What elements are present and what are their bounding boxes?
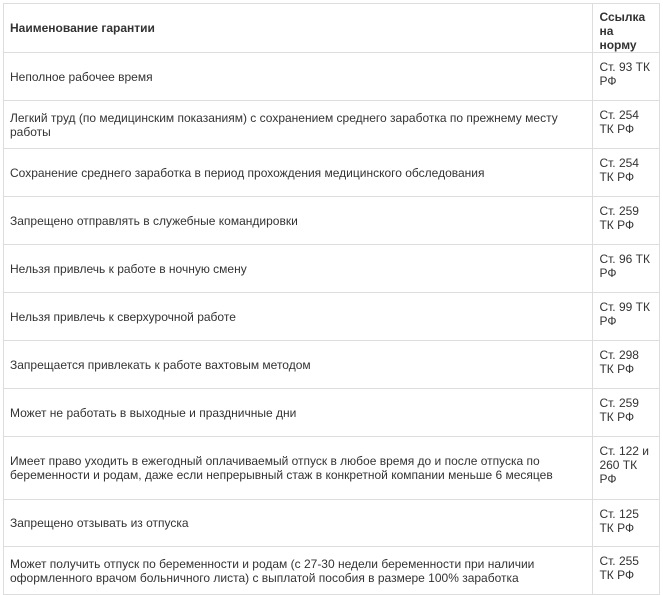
- guarantee-name-cell: Может получить отпуск по беременности и родам (с 27-30 недели беременности при наличии оформленного врачом больничного листа) с выплатой пособия в размере 100% заработка: [4, 547, 593, 595]
- table-row: [4, 149, 660, 197]
- table-row: [4, 101, 660, 149]
- law-reference-cell: Ст. 96 ТК РФ: [593, 245, 660, 293]
- table-row: [4, 245, 660, 293]
- table-row: [4, 53, 660, 101]
- guarantee-name-cell: Запрещается привлекать к работе вахтовым методом: [4, 341, 593, 389]
- header-guarantee-name: Наименование гарантии: [4, 4, 593, 53]
- law-reference-cell: Ст. 93 ТК РФ: [593, 53, 660, 101]
- guarantee-name-cell: Запрещено отправлять в служебные командировки: [4, 197, 593, 245]
- guarantee-name-cell: Нельзя привлечь к сверхурочной работе: [4, 293, 593, 341]
- table-row: [4, 547, 660, 595]
- law-reference-cell: Ст. 254 ТК РФ: [593, 101, 660, 149]
- law-reference-cell: Ст. 259 ТК РФ: [593, 389, 660, 437]
- header-law-reference: Ссылка на норму: [593, 4, 660, 53]
- table-header-row: [4, 4, 660, 53]
- table-row: [4, 389, 660, 437]
- guarantee-name-cell: Имеет право уходить в ежегодный оплачиваемый отпуск в любое время до и после отпуска по беременности и родам, даже если непрерывный стаж в конкретной компании меньше 6 месяцев: [4, 437, 593, 500]
- law-reference-cell: Ст. 254 ТК РФ: [593, 149, 660, 197]
- law-reference-cell: Ст. 125 ТК РФ: [593, 500, 660, 547]
- guarantees-table: [3, 3, 660, 595]
- guarantee-name-cell: Нельзя привлечь к работе в ночную смену: [4, 245, 593, 293]
- law-reference-cell: Ст. 298 ТК РФ: [593, 341, 660, 389]
- guarantee-name-cell: Сохранение среднего заработка в период прохождения медицинского обследования: [4, 149, 593, 197]
- law-reference-cell: Ст. 259 ТК РФ: [593, 197, 660, 245]
- table-row: [4, 437, 660, 500]
- guarantee-name-cell: Запрещено отзывать из отпуска: [4, 500, 593, 547]
- guarantee-name-cell: Неполное рабочее время: [4, 53, 593, 101]
- table-row: [4, 341, 660, 389]
- guarantee-name-cell: Может не работать в выходные и праздничные дни: [4, 389, 593, 437]
- law-reference-cell: Ст. 99 ТК РФ: [593, 293, 660, 341]
- law-reference-cell: Ст. 122 и 260 ТК РФ: [593, 437, 660, 500]
- table-row: [4, 293, 660, 341]
- table-row: [4, 500, 660, 547]
- guarantee-name-cell: Легкий труд (по медицинским показаниям) с сохранением среднего заработка по прежнему месту работы: [4, 101, 593, 149]
- table-row: [4, 197, 660, 245]
- law-reference-cell: Ст. 255 ТК РФ: [593, 547, 660, 595]
